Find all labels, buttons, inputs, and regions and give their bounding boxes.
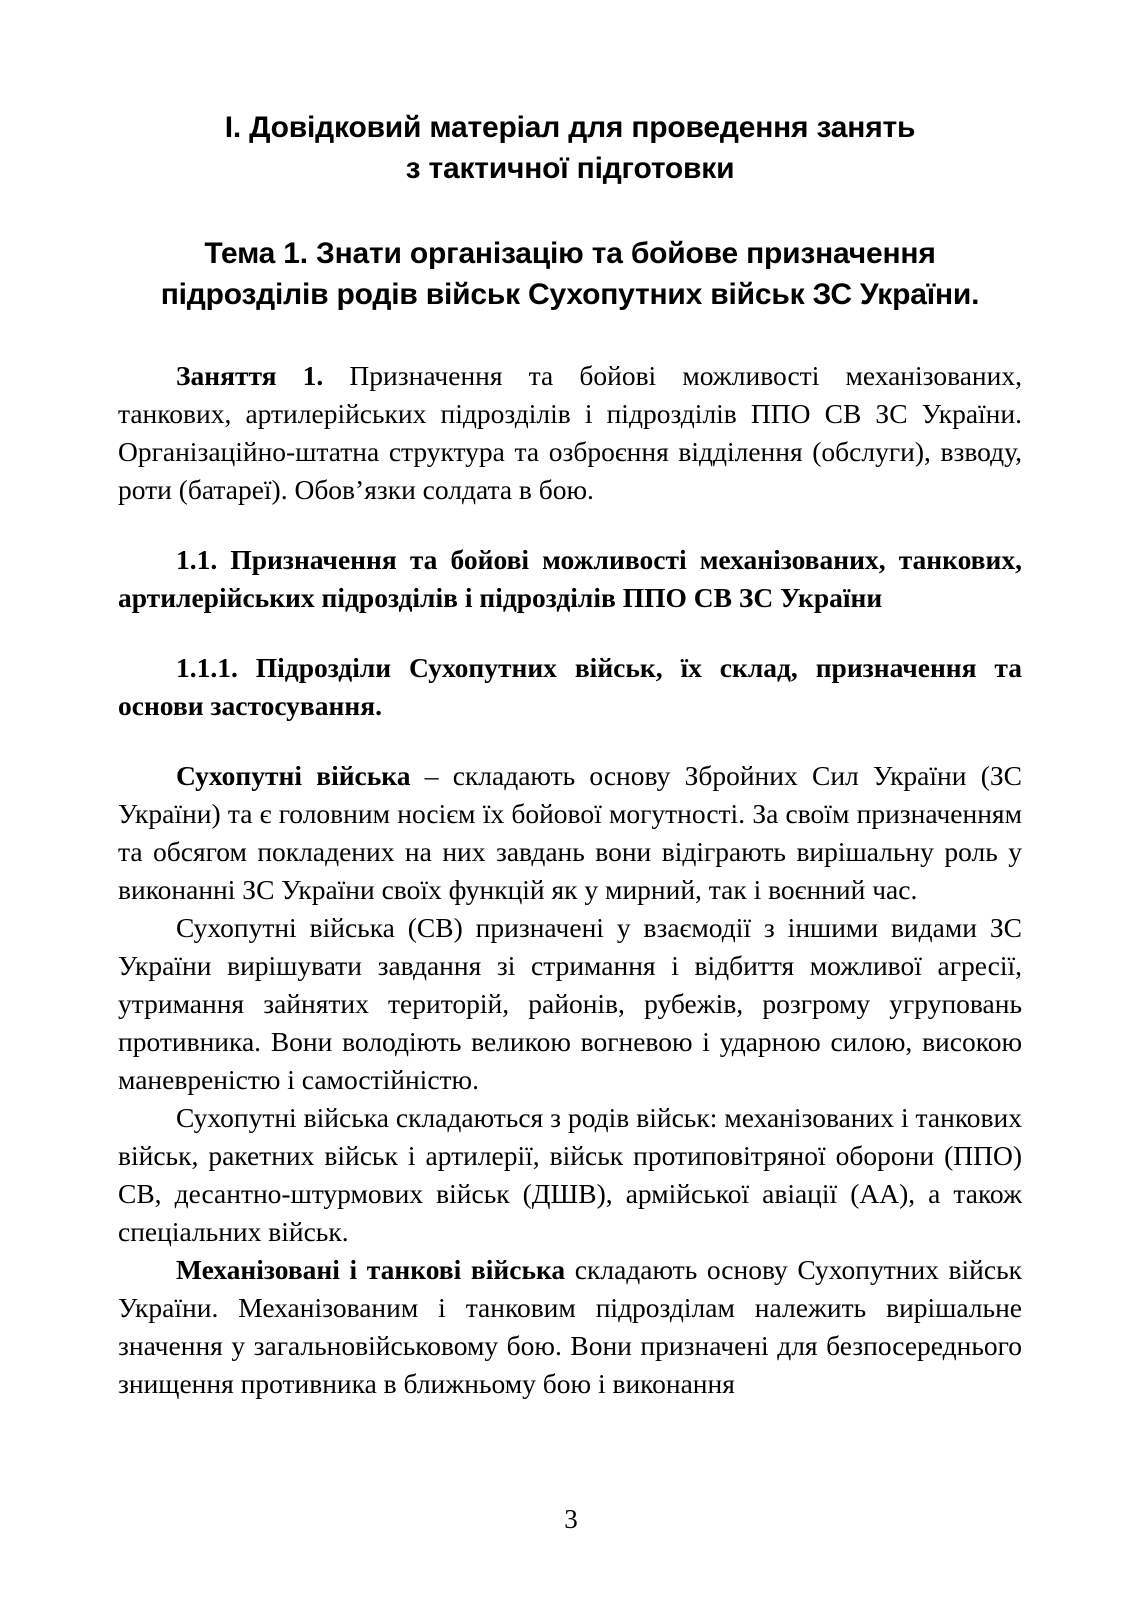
spacer xyxy=(118,617,1022,649)
section-1-1-heading xyxy=(118,541,1022,617)
paragraph-text: Сухопутні війська (СВ) призначені у взаємодії з іншими видами ЗС України вирішувати завдання зі стримання і відбиття можливої агресії, утримання зайнятих територій, районів, рубежів, розгрому угруповань противника. Вони володіють великою вогневою і ударною силою, високою маневреністю і самостійністю. xyxy=(118,912,1022,1095)
section-1-1-1-text: Підрозділи Сухопутних військ, їх склад, призначення та основи застосування. xyxy=(118,652,1022,721)
topic-title-line-1: Тема 1. Знати організацію та бойове призначення xyxy=(204,237,936,270)
paragraph-lead: Сухопутні війська xyxy=(176,760,411,791)
lesson-paragraph xyxy=(118,357,1022,509)
paragraph xyxy=(118,1099,1022,1251)
document-title-line-1: I. Довідковий матеріал для проведення занять xyxy=(224,111,916,144)
topic-title-line-2: підрозділів родів військ Сухопутних військ ЗС України. xyxy=(160,278,980,311)
paragraph-text: – складають основу Збройних Сил України (ЗС України) та є головним носієм їх бойової могутності. За своїм призначенням та обсягом покладених на них завдань вони відіграють вирішальну роль у виконанні ЗС України своїх функцій як у мирний, так і воєнний час. xyxy=(118,760,1022,905)
section-1-1-number: 1.1. xyxy=(176,544,218,575)
section-1-1-1-number: 1.1.1. xyxy=(176,652,238,683)
paragraph-text: складають основу Сухопутних військ України. Механізованим і танковим підрозділам належить вирішальне значення у загальновійськовому бою. Вони призначені для безпосереднього знищення противника в ближньому бою і виконання xyxy=(118,1254,1022,1399)
page-content xyxy=(118,0,1022,1403)
paragraph xyxy=(118,1251,1022,1403)
section-1-1-text: Призначення та бойові можливості механізованих, танкових, артилерійських підрозділів і підрозділів ППО СВ ЗС України xyxy=(118,544,1022,613)
paragraph xyxy=(118,909,1022,1099)
paragraph-lead: Механізовані і танкові війська xyxy=(176,1254,566,1285)
lesson-label: Заняття 1. xyxy=(176,360,324,391)
spacer xyxy=(118,725,1022,757)
section-1-1-1-heading xyxy=(118,649,1022,725)
spacer xyxy=(118,315,1022,357)
lesson-text: Призначення та бойові можливості механізованих, танкових, артилерійських підрозділів і підрозділів ППО СВ ЗС України. Організаційно-штатна структура та озброєння відділення (обслуги), взводу, роти (батареї). Обов’язки солдата в бою. xyxy=(118,360,1022,505)
page-number: 3 xyxy=(564,1504,578,1534)
paragraph-text: Сухопутні війська складаються з родів військ: механізованих і танкових військ, ракетних військ і артилерії, військ протиповітряної оборони (ППО) СВ, десантно-штурмових військ (ДШВ), армійської авіації (АА), а також спеціальних військ. xyxy=(118,1102,1022,1247)
paragraph xyxy=(118,757,1022,909)
document-title xyxy=(118,0,1022,189)
topic-title xyxy=(118,189,1022,315)
spacer xyxy=(118,509,1022,541)
document-title-line-2: з тактичної підготовки xyxy=(405,152,735,185)
